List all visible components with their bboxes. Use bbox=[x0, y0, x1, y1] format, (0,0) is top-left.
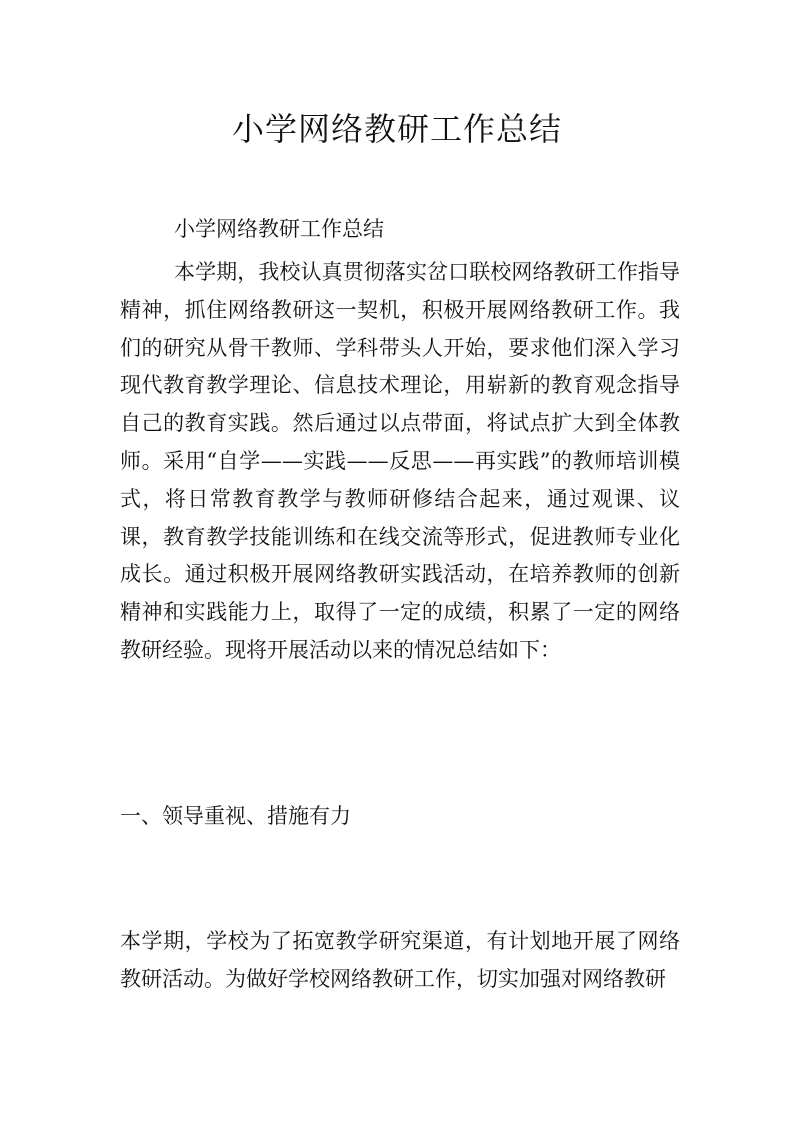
section-paragraph: 本学期，学校为了拓宽教学研究渠道，有计划地开展了网络教研活动。为做好学校网络教研工作，切实加强对网络教研 bbox=[120, 929, 680, 991]
document-title: 小学网络教研工作总结 bbox=[231, 110, 562, 148]
document-subtitle: 小学网络教研工作总结 bbox=[174, 217, 384, 241]
intro-paragraph: 本学期，我校认真贯彻落实岔口联校网络教研工作指导精神，抓住网络教研这一契机，积极开展网络教研工作。我们的研究从骨干教师、学科带头人开始，要求他们深入学习现代教育教学理论、信息技术理论，用崭新的教育观念指导自己的教育实践。然后通过以点带面，将试点扩大到全体教师。采用“自学——实践——反思——再实践”的教师培训模式，将日常教育教学与教师研修结合起来，通过观课、议课，教育教学技能训练和在线交流等形式，促进教师专业化成长。通过积极开展网络教研实践活动，在培养教师的创新精神和实践能力上，取得了一定的成绩，积累了一定的网络教研经验。现将开展活动以来的情况总结如下： bbox=[120, 260, 680, 662]
section-heading: 一、领导重视、措施有力 bbox=[120, 804, 351, 828]
